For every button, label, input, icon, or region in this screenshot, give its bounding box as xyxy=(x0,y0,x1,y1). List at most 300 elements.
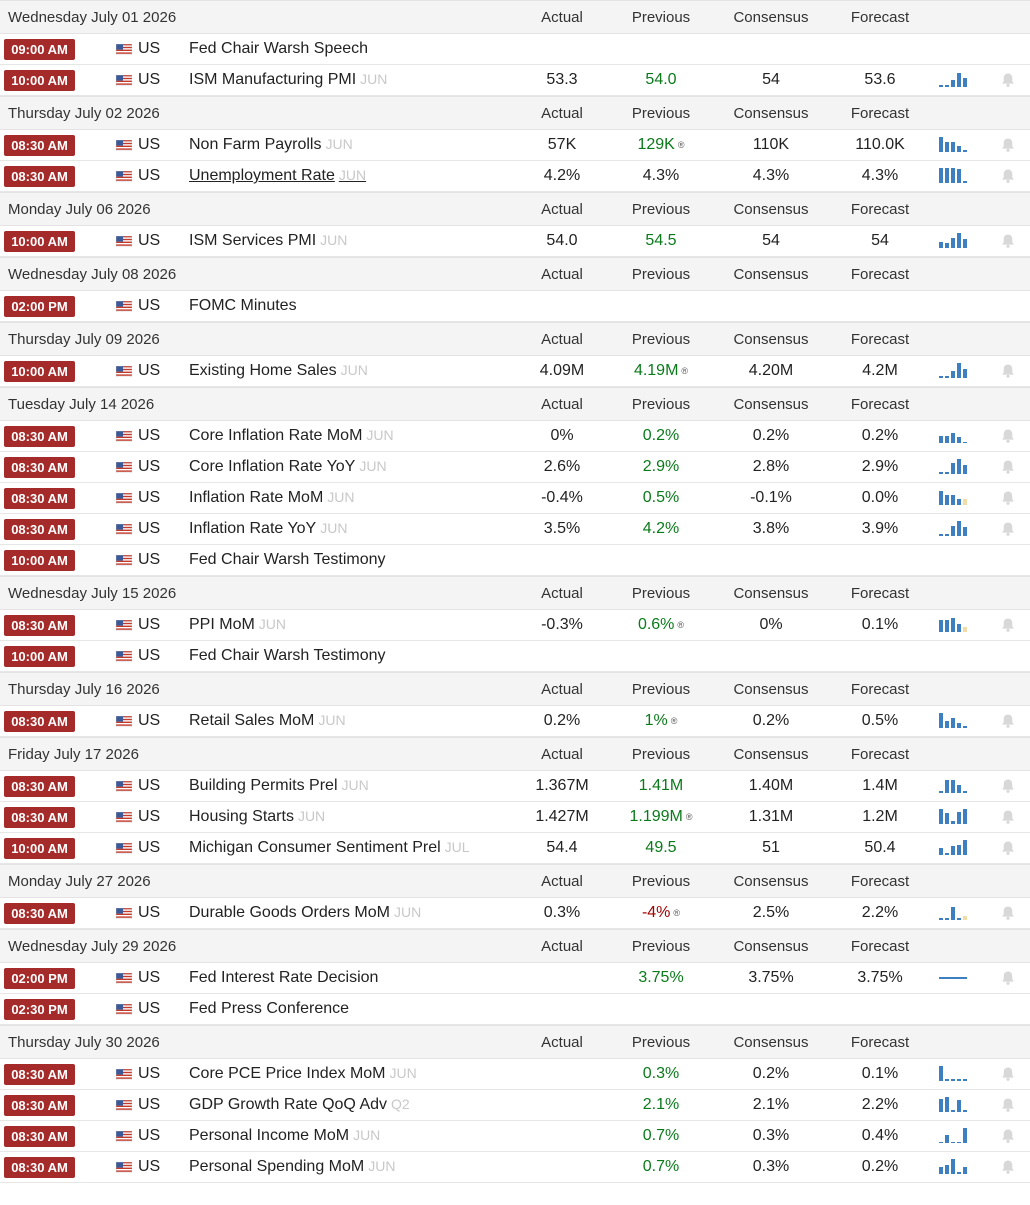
event-name[interactable] xyxy=(189,40,368,58)
forecast-value[interactable]: 3.75% xyxy=(857,969,903,986)
event-row[interactable] xyxy=(0,1121,1030,1152)
event-row[interactable] xyxy=(0,994,1030,1025)
bell-icon[interactable] xyxy=(1000,778,1016,794)
time-badge: 10:00 AM xyxy=(4,70,75,91)
time-badge: 09:00 AM xyxy=(4,39,75,60)
revised-icon: ® xyxy=(685,812,693,822)
event-row[interactable] xyxy=(0,641,1030,672)
time-badge: 10:00 AM xyxy=(4,231,75,252)
reference-period: JUN xyxy=(318,712,346,728)
event-name[interactable] xyxy=(189,458,387,476)
sparkline-bar xyxy=(945,813,949,824)
event-name[interactable] xyxy=(189,777,369,795)
previous-value xyxy=(606,1127,716,1145)
bell-icon[interactable] xyxy=(1000,428,1016,444)
sparkline-chart[interactable] xyxy=(939,616,969,632)
country-code: US xyxy=(138,1158,161,1175)
event-name[interactable] xyxy=(189,647,386,665)
sparkline-chart[interactable] xyxy=(939,839,969,855)
event-name[interactable] xyxy=(189,1096,410,1114)
consensus-value: 1.31M xyxy=(748,808,794,825)
event-row[interactable] xyxy=(0,291,1030,322)
consensus-value: 0.3% xyxy=(752,1158,790,1175)
sparkline-bar xyxy=(945,1135,949,1143)
reference-period: JUN xyxy=(258,616,287,632)
sparkline-bar xyxy=(939,848,943,855)
bell-icon[interactable] xyxy=(1000,970,1016,986)
us-flag-icon xyxy=(116,843,132,854)
revised-icon: ® xyxy=(681,366,689,376)
consensus-value: 0.3% xyxy=(752,1127,790,1144)
sparkline-chart[interactable] xyxy=(939,232,969,248)
previous-value xyxy=(606,232,716,250)
sparkline-chart[interactable] xyxy=(939,1158,969,1174)
time-badge: 10:00 AM xyxy=(4,361,75,382)
day-date: Wednesday July 29 2026 xyxy=(8,938,177,955)
forecast-value[interactable]: 1.4M xyxy=(862,777,898,794)
col-previous-label: Previous xyxy=(631,681,691,698)
event-row[interactable] xyxy=(0,963,1030,994)
reference-period: JUN xyxy=(389,1065,417,1081)
event-row[interactable] xyxy=(0,130,1030,161)
country-code: US xyxy=(138,1096,161,1113)
sparkline-bar xyxy=(957,73,961,87)
revised-icon: ® xyxy=(670,716,678,726)
previous-value xyxy=(606,1158,716,1176)
forecast-value[interactable]: 53.6 xyxy=(864,71,896,88)
day-date: Thursday July 16 2026 xyxy=(8,681,160,698)
sparkline-bar xyxy=(957,723,961,728)
forecast-value[interactable]: 0.4% xyxy=(861,1127,899,1144)
event-row[interactable] xyxy=(0,771,1030,802)
previous-value-text: 49.5 xyxy=(645,839,677,856)
sparkline-bar xyxy=(957,1100,961,1112)
sparkline-chart[interactable] xyxy=(939,712,969,728)
sparkline-line xyxy=(939,977,967,979)
sparkline-chart[interactable] xyxy=(939,1065,969,1081)
reference-period: JUN xyxy=(360,71,388,87)
time-badge: 08:30 AM xyxy=(4,711,75,732)
country-code: US xyxy=(138,904,161,921)
previous-value xyxy=(606,904,716,922)
sparkline-bar xyxy=(945,243,949,248)
day-header xyxy=(0,737,1030,771)
us-flag-icon xyxy=(116,781,132,792)
event-row[interactable] xyxy=(0,226,1030,257)
country-code: US xyxy=(138,489,161,506)
bell-icon[interactable] xyxy=(1000,490,1016,506)
country-code: US xyxy=(138,712,161,729)
col-forecast-label: Forecast xyxy=(850,746,910,763)
time-badge: 08:30 AM xyxy=(4,903,75,924)
day-date: Wednesday July 01 2026 xyxy=(8,9,177,26)
actual-value: -0.3% xyxy=(541,616,583,633)
country-code: US xyxy=(138,232,161,249)
consensus-value: 3.8% xyxy=(752,520,790,537)
event-name[interactable] xyxy=(189,1127,380,1145)
bell-icon[interactable] xyxy=(1000,840,1016,856)
col-forecast-label: Forecast xyxy=(850,331,910,348)
day-header xyxy=(0,192,1030,226)
actual-value: 4.09M xyxy=(539,362,585,379)
time-badge: 08:30 AM xyxy=(4,1126,75,1147)
sparkline-chart[interactable] xyxy=(939,520,969,536)
sparkline-bar xyxy=(963,369,967,378)
consensus-value: 4.3% xyxy=(752,167,790,184)
event-name[interactable] xyxy=(189,427,394,445)
sparkline-bar xyxy=(963,499,967,505)
previous-value xyxy=(606,969,716,987)
sparkline-chart[interactable] xyxy=(939,458,969,474)
bell-icon[interactable] xyxy=(1000,521,1016,537)
time-badge: 10:00 AM xyxy=(4,646,75,667)
event-name[interactable] xyxy=(189,167,366,185)
sparkline-bar xyxy=(945,142,949,152)
event-name[interactable] xyxy=(189,904,421,922)
event-row[interactable] xyxy=(0,34,1030,65)
sparkline-bar xyxy=(957,233,961,248)
col-previous-label: Previous xyxy=(631,585,691,602)
event-name-text: FOMC Minutes xyxy=(189,297,297,314)
us-flag-icon xyxy=(116,812,132,823)
col-actual-label: Actual xyxy=(541,873,583,890)
bell-icon[interactable] xyxy=(1000,905,1016,921)
sparkline-chart[interactable] xyxy=(939,427,969,443)
forecast-value[interactable]: 54 xyxy=(871,232,889,249)
previous-value xyxy=(606,712,716,730)
forecast-value[interactable]: 0.2% xyxy=(861,1158,899,1175)
event-name[interactable] xyxy=(189,1158,395,1176)
country-code: US xyxy=(138,427,161,444)
bell-icon[interactable] xyxy=(1000,459,1016,475)
day-date: Monday July 06 2026 xyxy=(8,201,151,218)
event-name[interactable] xyxy=(189,71,387,89)
time-badge: 08:30 AM xyxy=(4,807,75,828)
forecast-value[interactable]: 2.2% xyxy=(861,904,899,921)
bell-icon[interactable] xyxy=(1000,617,1016,633)
event-name-text: Unemployment Rate xyxy=(189,167,335,184)
country-code: US xyxy=(138,520,161,537)
event-name-text: Housing Starts xyxy=(189,808,294,825)
event-name[interactable] xyxy=(189,839,470,857)
consensus-value: 2.5% xyxy=(752,904,790,921)
us-flag-icon xyxy=(116,171,132,182)
event-name-text: Fed Chair Warsh Speech xyxy=(189,40,369,57)
reference-period: JUN xyxy=(368,1158,396,1174)
time-badge: 08:30 AM xyxy=(4,457,75,478)
bell-icon[interactable] xyxy=(1000,1128,1016,1144)
sparkline-bar xyxy=(939,918,943,920)
sparkline-bar xyxy=(951,142,955,152)
sparkline-bar xyxy=(951,1079,955,1081)
sparkline-bar xyxy=(939,168,943,183)
sparkline-bar xyxy=(945,918,949,920)
sparkline-bar xyxy=(963,78,967,87)
forecast-value[interactable]: 0.2% xyxy=(861,427,899,444)
us-flag-icon xyxy=(116,236,132,247)
forecast-value[interactable]: 0.1% xyxy=(861,616,899,633)
event-row[interactable] xyxy=(0,833,1030,864)
sparkline-chart[interactable] xyxy=(939,136,969,152)
previous-value xyxy=(606,71,716,89)
event-row[interactable] xyxy=(0,1152,1030,1183)
us-flag-icon xyxy=(116,431,132,442)
sparkline-bar xyxy=(963,1128,967,1143)
event-row[interactable] xyxy=(0,802,1030,833)
day-date: Thursday July 09 2026 xyxy=(8,331,160,348)
bell-icon[interactable] xyxy=(1000,1097,1016,1113)
sparkline-bar xyxy=(963,726,967,728)
us-flag-icon xyxy=(116,1162,132,1173)
sparkline-chart[interactable] xyxy=(939,969,969,985)
event-name-text: Building Permits Prel xyxy=(189,777,338,794)
sparkline-bar xyxy=(951,821,955,824)
sparkline-bar xyxy=(945,853,949,855)
event-row[interactable] xyxy=(0,483,1030,514)
sparkline-chart[interactable] xyxy=(939,489,969,505)
previous-value xyxy=(606,839,716,857)
actual-value: 57K xyxy=(547,136,577,153)
us-flag-icon xyxy=(116,140,132,151)
previous-value-text: 2.1% xyxy=(642,1096,680,1113)
reference-period: JUN xyxy=(320,232,348,248)
previous-value-text: 4.2% xyxy=(642,520,680,537)
us-flag-icon xyxy=(116,1100,132,1111)
forecast-value[interactable]: 4.2M xyxy=(862,362,898,379)
forecast-value[interactable]: 2.2% xyxy=(861,1096,899,1113)
previous-value-text: 0.5% xyxy=(642,489,680,506)
forecast-value[interactable]: 4.3% xyxy=(861,167,899,184)
day-header xyxy=(0,929,1030,963)
sparkline-chart[interactable] xyxy=(939,777,969,793)
forecast-value[interactable]: 1.2M xyxy=(862,808,898,825)
actual-value: -0.4% xyxy=(541,489,583,506)
us-flag-icon xyxy=(116,1004,132,1015)
sparkline-chart[interactable] xyxy=(939,808,969,824)
sparkline-bar xyxy=(957,812,961,824)
reference-period: JUN xyxy=(325,136,353,152)
sparkline-bar xyxy=(945,780,949,793)
event-name-text: Core PCE Price Index MoM xyxy=(189,1065,386,1082)
forecast-value[interactable]: 0.1% xyxy=(861,1065,899,1082)
col-consensus-label: Consensus xyxy=(733,746,809,763)
event-name[interactable] xyxy=(189,297,297,315)
bell-icon[interactable] xyxy=(1000,363,1016,379)
day-date: Monday July 27 2026 xyxy=(8,873,151,890)
country-code: US xyxy=(138,362,161,379)
col-previous-label: Previous xyxy=(631,266,691,283)
previous-value xyxy=(606,167,716,185)
sparkline-bar xyxy=(951,526,955,536)
country-code: US xyxy=(138,647,161,664)
us-flag-icon xyxy=(116,716,132,727)
sparkline-bar xyxy=(957,521,961,536)
event-name[interactable] xyxy=(189,1000,349,1018)
country-code: US xyxy=(138,40,161,57)
previous-value-text: 4.19M xyxy=(633,362,679,379)
actual-value: 2.6% xyxy=(543,458,581,475)
event-name[interactable] xyxy=(189,520,347,538)
col-previous-label: Previous xyxy=(631,105,691,122)
day-header xyxy=(0,576,1030,610)
sparkline-bar xyxy=(945,1097,949,1112)
us-flag-icon xyxy=(116,908,132,919)
event-row[interactable] xyxy=(0,898,1030,929)
event-name[interactable] xyxy=(189,136,353,154)
time-badge: 08:30 AM xyxy=(4,426,75,447)
event-name[interactable] xyxy=(189,616,286,634)
event-name[interactable] xyxy=(189,712,346,730)
event-name[interactable] xyxy=(189,1065,417,1083)
event-name[interactable] xyxy=(189,489,355,507)
event-row[interactable] xyxy=(0,452,1030,483)
sparkline-bar xyxy=(945,436,949,443)
event-name[interactable] xyxy=(189,232,347,250)
sparkline-bar xyxy=(951,846,955,855)
sparkline-bar xyxy=(951,1159,955,1174)
event-name[interactable] xyxy=(189,362,368,380)
forecast-value[interactable]: 50.4 xyxy=(864,839,896,856)
event-row[interactable] xyxy=(0,161,1030,192)
event-name-text: Fed Chair Warsh Testimony xyxy=(189,647,386,664)
event-row[interactable] xyxy=(0,514,1030,545)
previous-value xyxy=(606,616,716,634)
sparkline-bar xyxy=(939,376,943,378)
us-flag-icon xyxy=(116,75,132,86)
sparkline-bar xyxy=(939,1167,943,1174)
previous-value-text: 129K xyxy=(637,136,675,153)
bell-icon[interactable] xyxy=(1000,809,1016,825)
event-name[interactable] xyxy=(189,808,325,826)
sparkline-bar xyxy=(951,238,955,248)
event-row[interactable] xyxy=(0,1059,1030,1090)
previous-value-text: 0.3% xyxy=(642,1065,680,1082)
bell-icon[interactable] xyxy=(1000,137,1016,153)
day-header xyxy=(0,864,1030,898)
sparkline-bar xyxy=(951,907,955,920)
day-date: Wednesday July 08 2026 xyxy=(8,266,177,283)
event-row[interactable] xyxy=(0,65,1030,96)
sparkline-bar xyxy=(963,181,967,183)
event-name-text: ISM Services PMI xyxy=(189,232,317,249)
bell-icon[interactable] xyxy=(1000,1066,1016,1082)
event-row[interactable] xyxy=(0,610,1030,641)
sparkline-chart[interactable] xyxy=(939,71,969,87)
col-forecast-label: Forecast xyxy=(850,105,910,122)
time-badge: 10:00 AM xyxy=(4,838,75,859)
event-name[interactable] xyxy=(189,551,386,569)
event-row[interactable] xyxy=(0,421,1030,452)
event-row[interactable] xyxy=(0,706,1030,737)
previous-value xyxy=(606,362,716,380)
actual-value: 0.2% xyxy=(543,712,581,729)
event-name[interactable] xyxy=(189,969,378,987)
time-badge: 08:30 AM xyxy=(4,1095,75,1116)
time-badge: 10:00 AM xyxy=(4,550,75,571)
forecast-value[interactable]: 3.9% xyxy=(861,520,899,537)
day-header xyxy=(0,257,1030,291)
col-consensus-label: Consensus xyxy=(733,681,809,698)
consensus-value: 3.75% xyxy=(748,969,794,986)
previous-value xyxy=(606,520,716,538)
sparkline-bar xyxy=(957,785,961,793)
sparkline-bar xyxy=(939,713,943,728)
col-previous-label: Previous xyxy=(631,746,691,763)
sparkline-bar xyxy=(963,627,967,632)
sparkline-chart[interactable] xyxy=(939,167,969,183)
sparkline-bar xyxy=(945,1165,949,1174)
col-consensus-label: Consensus xyxy=(733,1034,809,1051)
sparkline-bar xyxy=(951,718,955,728)
time-badge: 08:30 AM xyxy=(4,615,75,636)
previous-value-text: -4% xyxy=(641,904,671,921)
bell-icon[interactable] xyxy=(1000,72,1016,88)
sparkline-bar xyxy=(951,433,955,443)
us-flag-icon xyxy=(116,462,132,473)
sparkline-bar xyxy=(945,85,949,87)
actual-value: 1.427M xyxy=(535,808,589,825)
col-forecast-label: Forecast xyxy=(850,585,910,602)
previous-value-text: 2.9% xyxy=(642,458,680,475)
forecast-value[interactable]: 0.5% xyxy=(861,712,899,729)
previous-value-text: 1% xyxy=(644,712,668,729)
bell-icon[interactable] xyxy=(1000,168,1016,184)
sparkline-chart[interactable] xyxy=(939,1096,969,1112)
bell-icon[interactable] xyxy=(1000,233,1016,249)
previous-value-text: 3.75% xyxy=(638,969,684,986)
time-badge: 08:30 AM xyxy=(4,166,75,187)
col-forecast-label: Forecast xyxy=(850,201,910,218)
forecast-value[interactable]: 110.0K xyxy=(855,136,905,153)
sparkline-bar xyxy=(963,465,967,474)
day-header xyxy=(0,1025,1030,1059)
event-row[interactable] xyxy=(0,356,1030,387)
event-name-text: Durable Goods Orders MoM xyxy=(189,904,390,921)
reference-period: JUN xyxy=(359,458,387,474)
reference-period: JUN xyxy=(320,520,348,536)
country-code: US xyxy=(138,616,161,633)
sparkline-bar xyxy=(957,437,961,443)
sparkline-chart[interactable] xyxy=(939,904,969,920)
sparkline-bar xyxy=(939,137,943,152)
forecast-value[interactable]: 0.0% xyxy=(861,489,899,506)
day-date: Tuesday July 14 2026 xyxy=(8,396,155,413)
forecast-value[interactable]: 2.9% xyxy=(861,458,899,475)
sparkline-bar xyxy=(951,495,955,505)
event-row[interactable] xyxy=(0,1090,1030,1121)
us-flag-icon xyxy=(116,366,132,377)
col-consensus-label: Consensus xyxy=(733,396,809,413)
bell-icon[interactable] xyxy=(1000,1159,1016,1175)
revised-icon: ® xyxy=(677,140,685,150)
sparkline-bar xyxy=(951,168,955,183)
day-date: Thursday July 02 2026 xyxy=(8,105,160,122)
reference-period: JUL xyxy=(444,839,470,855)
previous-value-text: 1.199M xyxy=(629,808,683,825)
sparkline-chart[interactable] xyxy=(939,1127,969,1143)
country-code: US xyxy=(138,1065,161,1082)
bell-icon[interactable] xyxy=(1000,713,1016,729)
previous-value-text: 54.5 xyxy=(645,232,677,249)
sparkline-bar xyxy=(939,85,943,87)
reference-period: JUN xyxy=(340,362,368,378)
event-row[interactable] xyxy=(0,545,1030,576)
col-forecast-label: Forecast xyxy=(850,681,910,698)
sparkline-bar xyxy=(939,1099,943,1112)
us-flag-icon xyxy=(116,493,132,504)
country-code: US xyxy=(138,969,161,986)
sparkline-chart[interactable] xyxy=(939,362,969,378)
